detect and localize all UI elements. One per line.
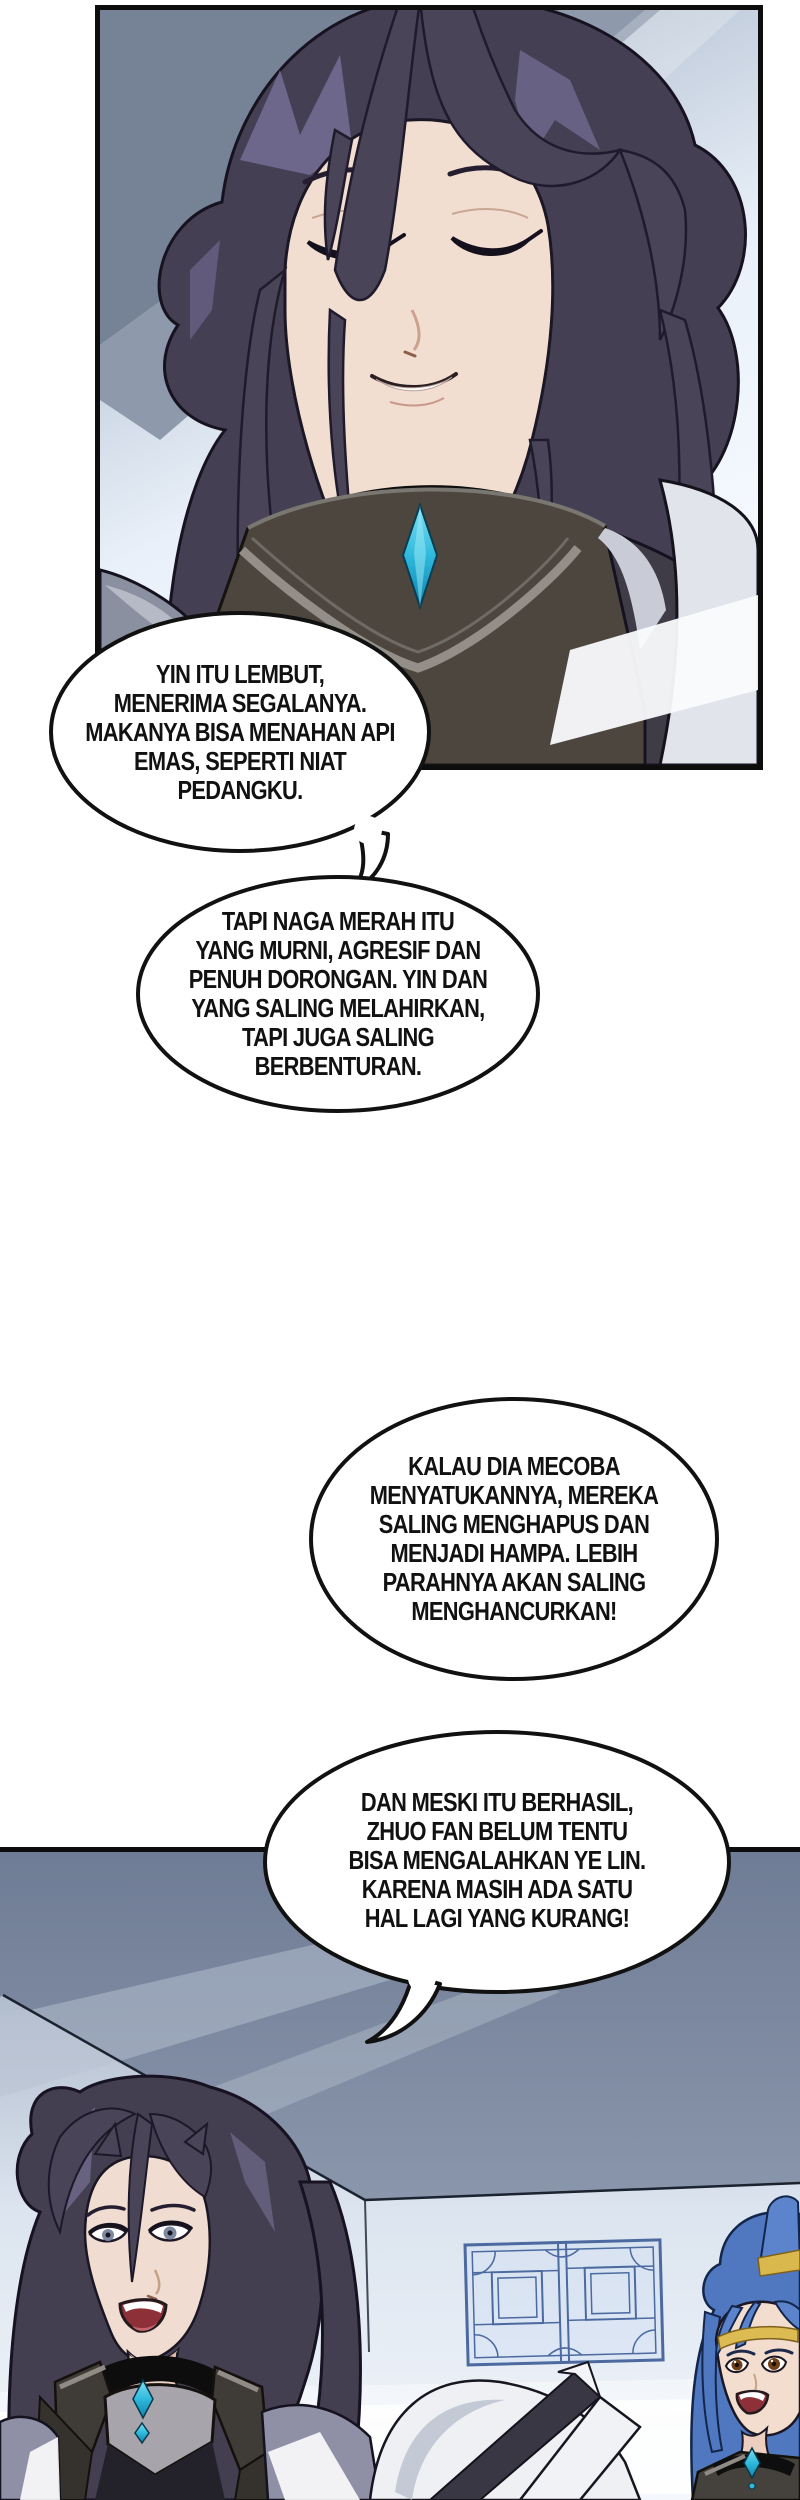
speech-bubble-1 <box>48 610 432 855</box>
bubble-line: SALING MENGHAPUS DAN <box>378 1509 650 1539</box>
bubble-line: YANG SALING MELAHIRKAN, <box>191 993 485 1023</box>
bubble-line: MENGHANCURKAN! <box>411 1596 617 1626</box>
bubble-text <box>79 610 402 855</box>
bubble-line: MENERIMA SEGALANYA. <box>113 688 367 718</box>
bubble-line: KARENA MASIH ADA SATU <box>361 1873 633 1904</box>
speech-bubble-4 <box>262 1732 732 2022</box>
bubble-line: DAN MESKI ITU BERHASIL, <box>360 1786 634 1817</box>
bubble-line: EMAS, SEPERTI NIAT <box>134 746 346 776</box>
bubble-text <box>167 874 508 1114</box>
speech-bubble-2 <box>135 874 541 1114</box>
bubble-line: MAKANYA BISA MENAHAN API <box>85 717 395 747</box>
bubble-line: HAL LAGI YANG KURANG! <box>364 1902 630 1933</box>
bubble-line: BISA MENGALAHKAN YE LIN. <box>348 1844 646 1875</box>
speech-bubble-3 <box>308 1396 720 1682</box>
bubble-line: TAPI NAGA MERAH ITU <box>221 906 455 936</box>
bubble-line: PARAHNYA AKAN SALING <box>382 1567 646 1597</box>
bubble-line: BERBENTURAN. <box>254 1051 422 1081</box>
bubble-line: TAPI JUGA SALING <box>242 1022 434 1052</box>
bubble-line: PEDANGKU. <box>177 775 303 805</box>
bubble-line: MENJADI HAMPA. LEBIH <box>390 1538 638 1568</box>
window-lattice <box>465 2240 663 2365</box>
bubble-line: KALAU DIA MECOBA <box>408 1451 620 1481</box>
bubble-line: YIN ITU LEMBUT, <box>155 659 325 689</box>
bubble-text <box>341 1396 687 1682</box>
bubble-line: PENUH DORONGAN. YIN DAN <box>188 964 488 994</box>
bubble-line: ZHUO FAN BELUM TENTU <box>366 1815 628 1846</box>
bubble-line: MENYATUKANNYA, MEREKA <box>369 1480 659 1510</box>
bubble-line: YANG MURNI, AGRESIF DAN <box>195 935 481 965</box>
bubble-text <box>300 1732 695 2022</box>
